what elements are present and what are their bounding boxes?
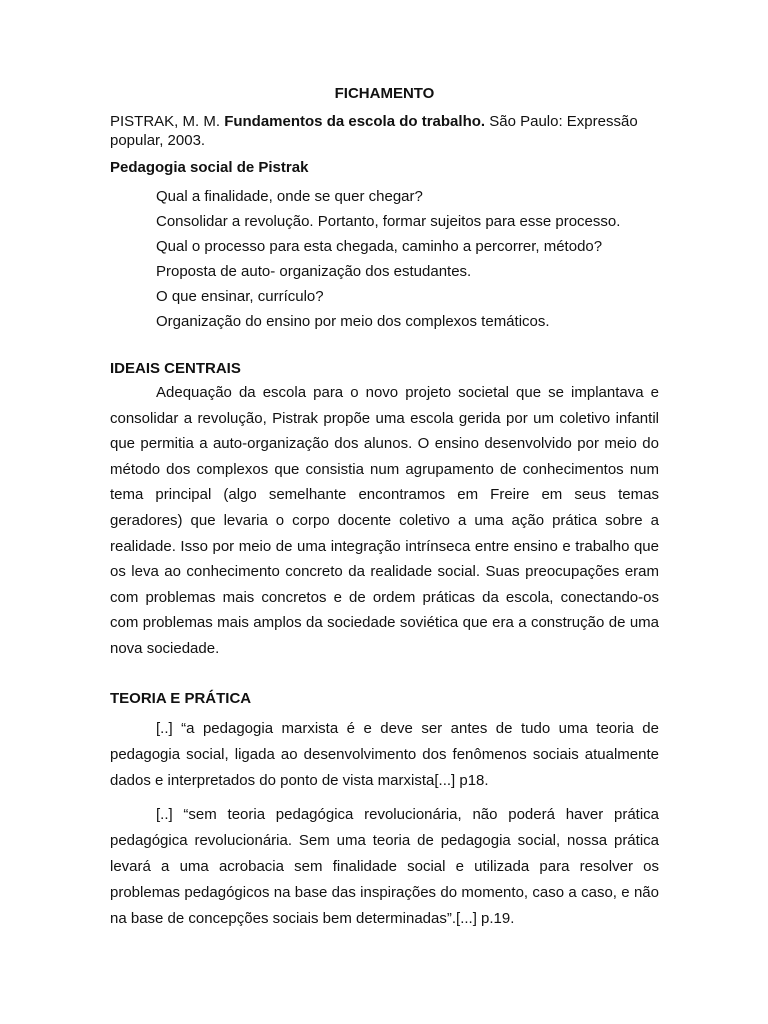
pedagogia-line: Organização do ensino por meio dos complexos temáticos.: [156, 313, 550, 330]
pedagogia-line: Qual a finalidade, onde se quer chegar?: [156, 188, 423, 205]
pedagogia-line: Consolidar a revolução. Portanto, formar sujeitos para esse processo.: [156, 213, 621, 230]
bibliographic-reference: [110, 112, 659, 150]
pedagogia-line: Proposta de auto- organização dos estudantes.: [156, 263, 472, 280]
teoria-quote: [..] “sem teoria pedagógica revolucionária, não poderá haver prática pedagógica revolucionária. Sem uma teoria de pedagogia social, nossa prática levará a uma acrobacia sem finalidade social e utilizada para resolver os problemas pedagógicos na base das inspirações do momento, caso a caso, e não na base de concepções sociais bem determinadas”.[...] p.19.: [110, 805, 659, 927]
reference-authors: PISTRAK, M. M.: [110, 113, 221, 130]
pedagogia-line: O que ensinar, currículo?: [156, 288, 324, 305]
section-heading-teoria: TEORIA E PRÁTICA: [110, 689, 252, 707]
section-heading-pedagogia: Pedagogia social de Pistrak: [110, 159, 309, 176]
pedagogia-line: Qual o processo para esta chegada, caminho a percorrer, método?: [156, 238, 603, 255]
reference-publication: São Paulo: Expressão popular, 2003.: [110, 113, 638, 149]
reference-work-title: Fundamentos da escola do trabalho.: [224, 113, 486, 130]
document-page: [110, 84, 659, 940]
document-title: FICHAMENTO: [334, 85, 435, 102]
section-heading-ideais: IDEAIS CENTRAIS: [110, 360, 241, 377]
ideais-paragraph: Adequação da escola para o novo projeto societal que se implantava e consolidar a revolução, Pistrak propõe uma escola gerida por um coletivo infantil que permitia a auto-organização dos alunos. O ensino desenvolvido por meio do método dos complexos que consistia num agrupamento de conhecimentos num tema principal (algo semelhante encontramos em Freire em seus temas geradores) que levaria o corpo docente coletivo a uma ação prática sobre a realidade. Isso por meio de uma integração intrínseca entre ensino e trabalho que os leva ao conhecimento concreto da realidade social. Suas preocupações eram com problemas mais concretos e de ordem práticas da escola, conectando-os com problemas mais amplos da sociedade soviética que era a construção de uma nova sociedade.: [110, 384, 659, 657]
teoria-quote: [..] “a pedagogia marxista é e deve ser antes de tudo uma teoria de pedagogia social, ligada ao desenvolvimento dos fenômenos sociais atualmente dados e interpretados do ponto de vista marxista[...] p18.: [110, 719, 659, 789]
